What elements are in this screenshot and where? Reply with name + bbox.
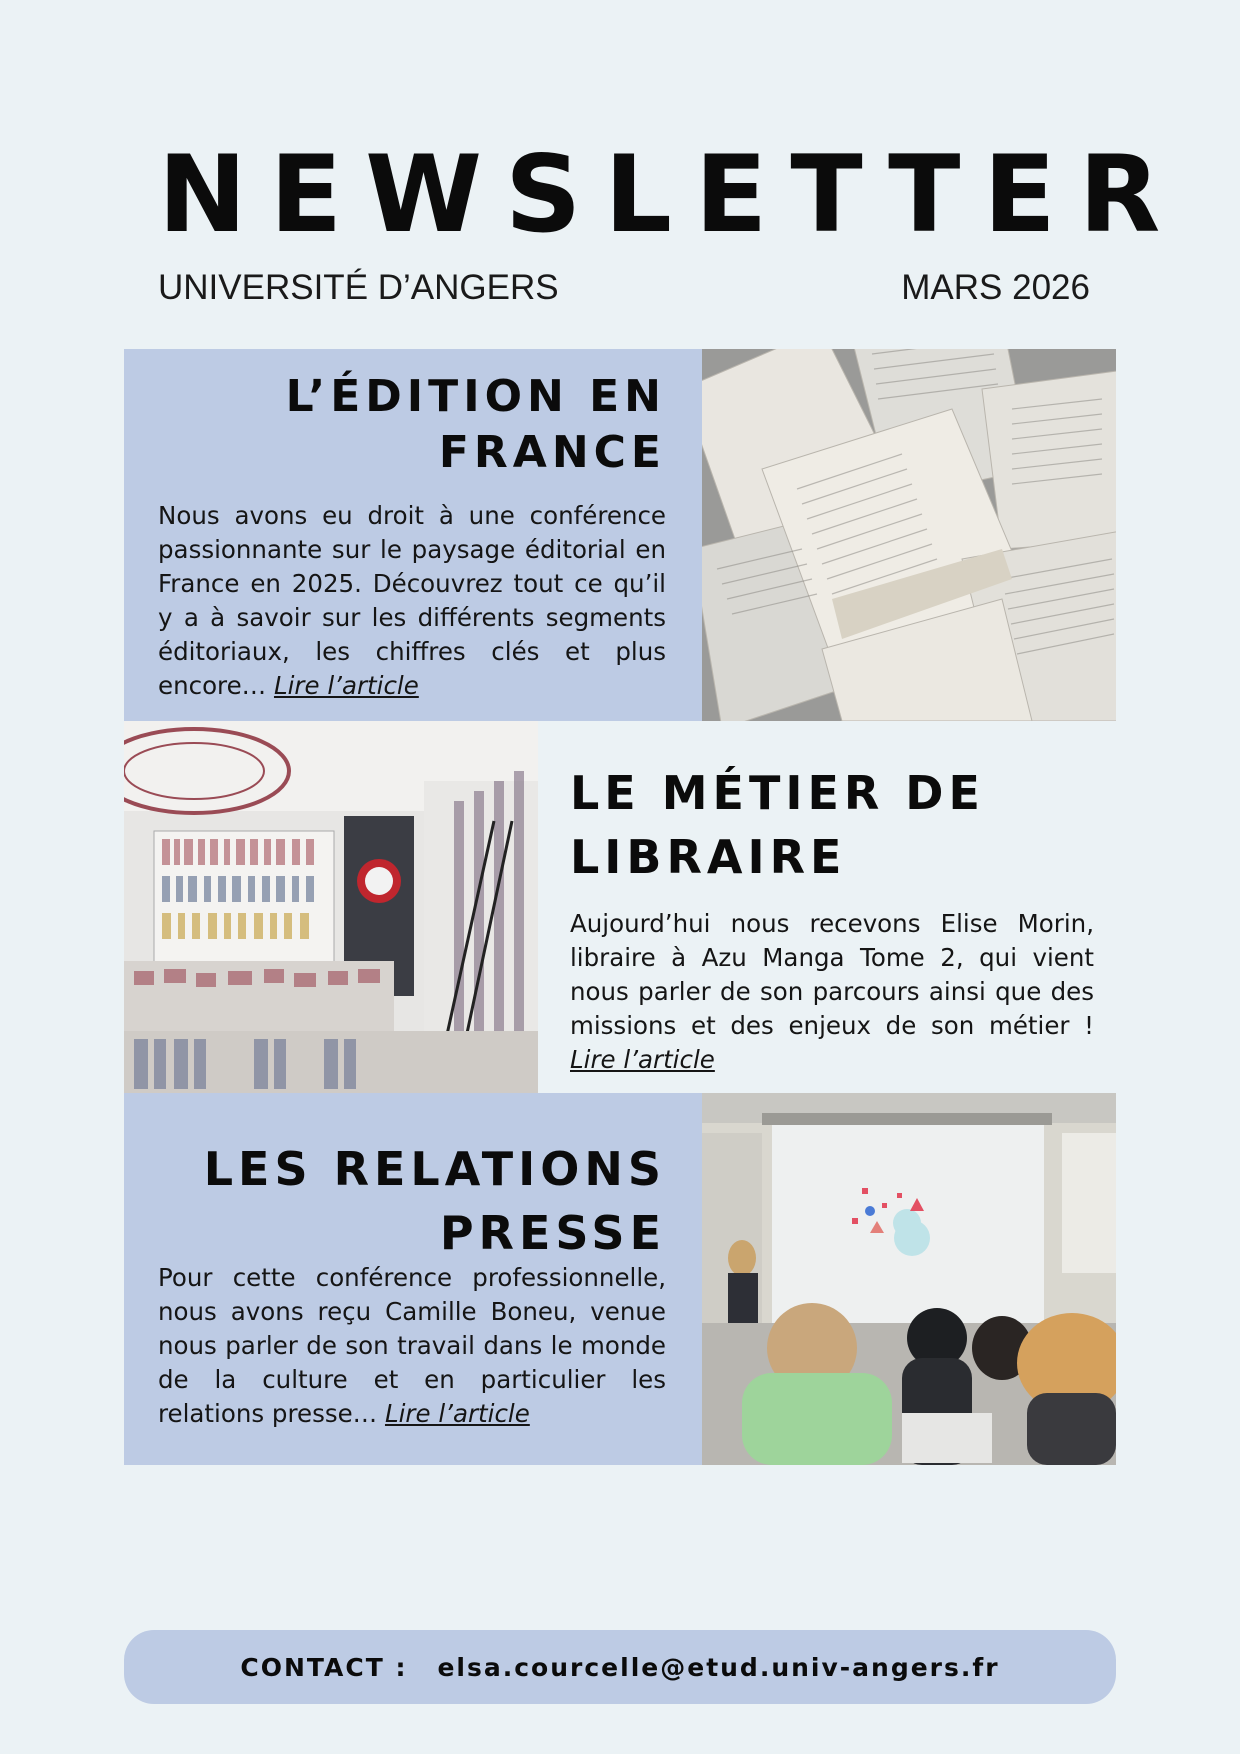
article-libraire-body: Aujourd’hui nous recevons Elise Morin, libraire à Azu Manga Tome 2, qui vient nous parler de son parcours ainsi que des missions et des enjeux de son métier ! Lire l’article [570, 909, 1094, 1074]
article-presse-panel [124, 1093, 702, 1465]
article-presse-title: LES RELATIONS PRESSE [203, 1142, 666, 1260]
contact-bar [124, 1630, 1116, 1704]
contact-label: CONTACT : [240, 1652, 408, 1682]
article-edition-title: L’ÉDITION EN FRANCE [285, 371, 666, 478]
bookstore-photo [124, 721, 538, 1093]
conference-room-photo [702, 1093, 1116, 1465]
read-article-link-libraire[interactable]: Lire l’article [570, 1045, 715, 1074]
article-libraire-panel [538, 721, 1116, 1093]
contact-email[interactable]: elsa.courcelle@etud.univ-angers.fr [437, 1652, 1000, 1682]
open-books-photo [702, 349, 1116, 721]
issue-date: MARS 2026 [901, 268, 1090, 307]
article-edition-panel [124, 349, 702, 721]
read-article-link-presse[interactable]: Lire l’article [384, 1399, 530, 1428]
article-libraire-title: LE MÉTIER DE LIBRAIRE [570, 766, 985, 884]
newsletter-title: NEWSLETTER [158, 133, 1184, 256]
read-article-link-edition[interactable]: Lire l’article [273, 671, 419, 700]
article-edition-body: Nous avons eu droit à une conférence passionnante sur le paysage éditorial en France en 2025. Découvrez tout ce qu’il y a à savoir sur les différents segments éditoriaux, les chiffres clés et plus encore… Lire l’article [158, 501, 666, 700]
university-name: UNIVERSITÉ D’ANGERS [158, 268, 559, 307]
article-presse-body: Pour cette conférence professionnelle, nous avons reçu Camille Boneu, venue nous parler de son travail dans le monde de la culture et en particulier les relations presse… Lire l’article [158, 1263, 666, 1428]
